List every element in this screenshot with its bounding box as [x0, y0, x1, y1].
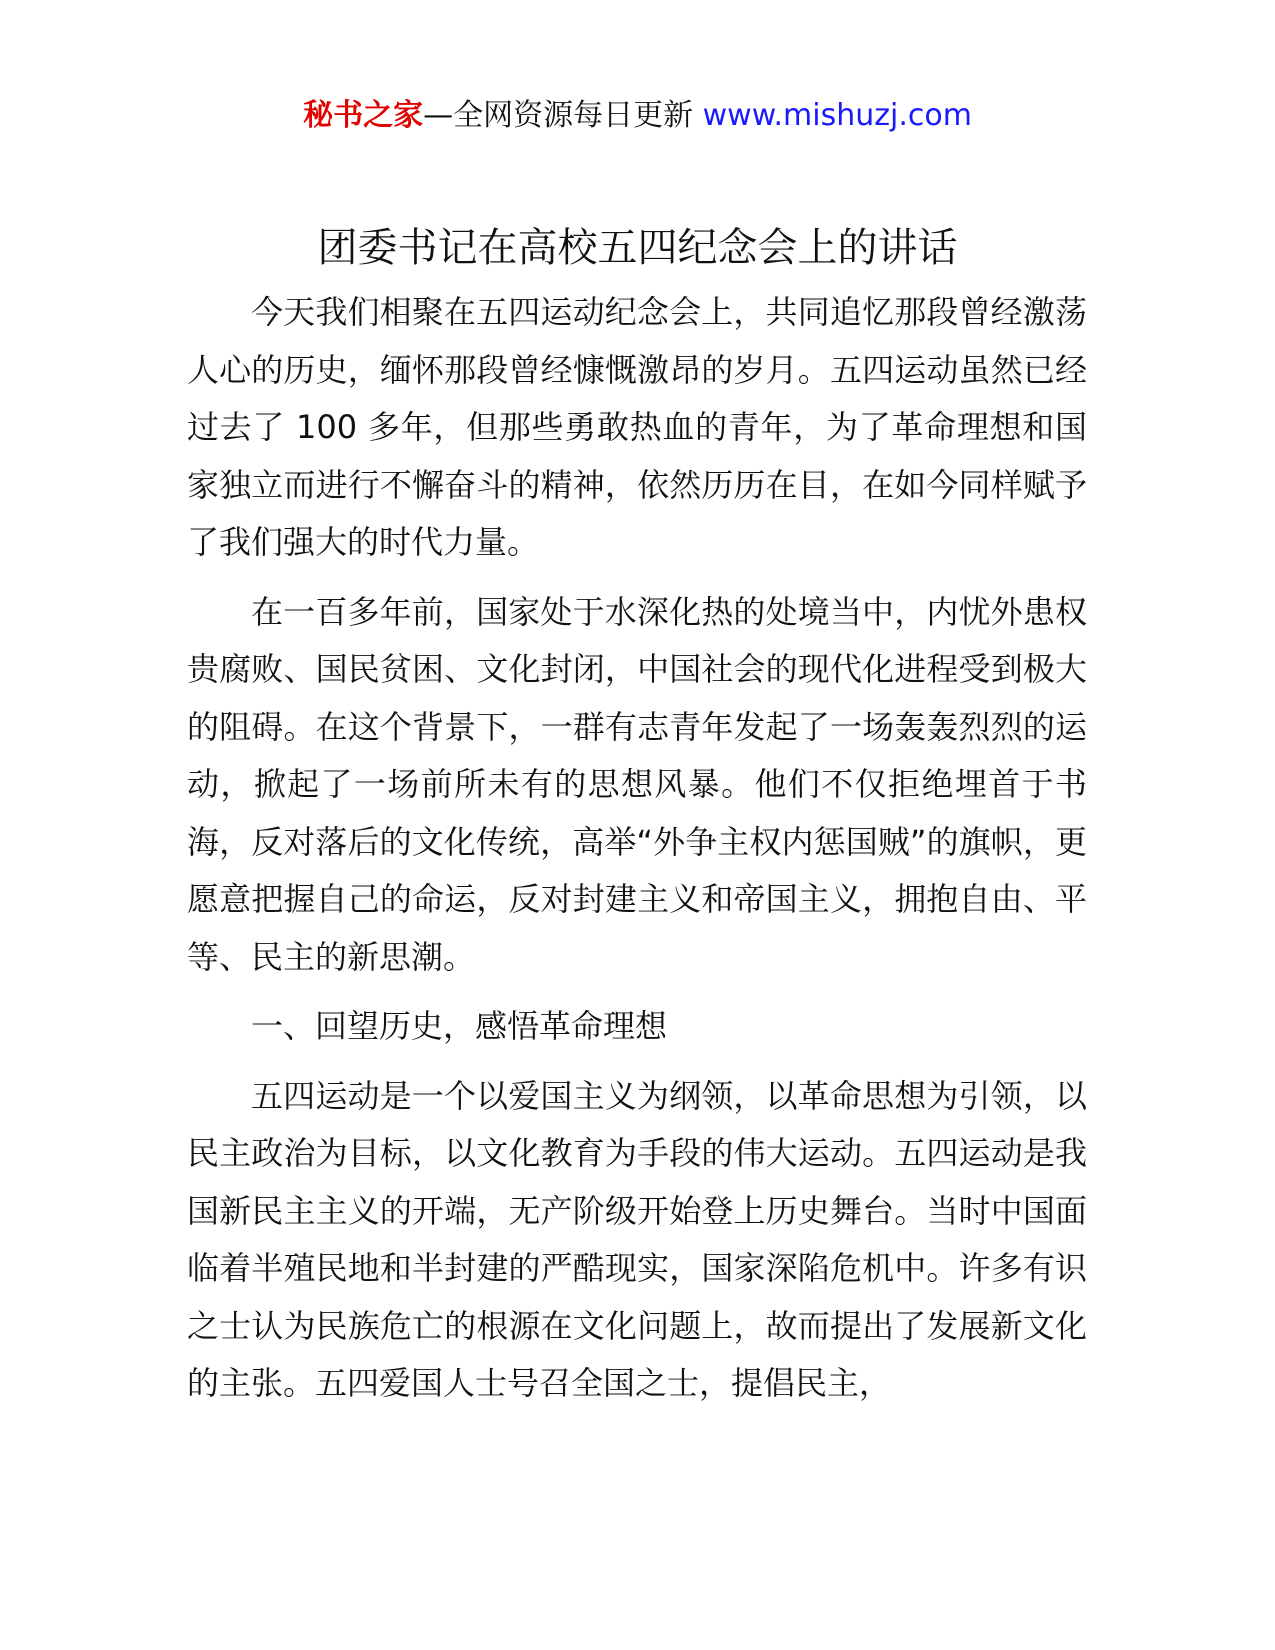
header-tagline: —全网资源每日更新	[423, 98, 694, 133]
document-body	[187, 284, 1087, 1425]
brand-name: 秘书之家	[303, 98, 424, 133]
document-title: 团委书记在高校五四纪念会上的讲话	[317, 225, 958, 271]
paragraph-intro: 今天我们相聚在五四运动纪念会上，共同追忆那段曾经激荡人心的历史，缅怀那段曾经慷慨激昂的岁月。五四运动虽然已经过去了 100 多年，但那些勇敢热血的青年，为了革命理想和国家独立而进行不懈奋斗的精神，依然历历在目，在如今同样赋予了我们强大的时代力量。	[187, 293, 1087, 561]
paragraph-background: 在一百多年前，国家处于水深化热的处境当中，内忧外患权贵腐败、国民贫困、文化封闭，中国社会的现代化进程受到极大的阻碍。在这个背景下，一群有志青年发起了一场轰轰烈烈的运动，掀起了一场前所未有的思想风暴。他们不仅拒绝埋首于书海，反对落后的文化传统，高举“外争主权内惩国贼”的旗帜，更愿意把握自己的命运，反对封建主义和帝国主义，拥抱自由、平等、民主的新思潮。	[187, 592, 1087, 976]
paragraph-section-1: 五四运动是一个以爱国主义为纲领，以革命思想为引领，以民主政治为目标，以文化教育为手段的伟大运动。五四运动是我国新民主主义的开端，无产阶级开始登上历史舞台。当时中国面临着半殖民地和半封建的严酷现实，国家深陷危机中。许多有识之士认为民族危亡的根源在文化问题上，故而提出了发展新文化的主张。五四爱国人士号召全国之士，提倡民主，	[187, 1076, 1087, 1402]
site-header	[0, 96, 1275, 136]
site-url[interactable]: www.mishuzj.com	[702, 98, 972, 133]
section-heading-1: 一、回望历史，感悟革命理想	[251, 1007, 668, 1045]
